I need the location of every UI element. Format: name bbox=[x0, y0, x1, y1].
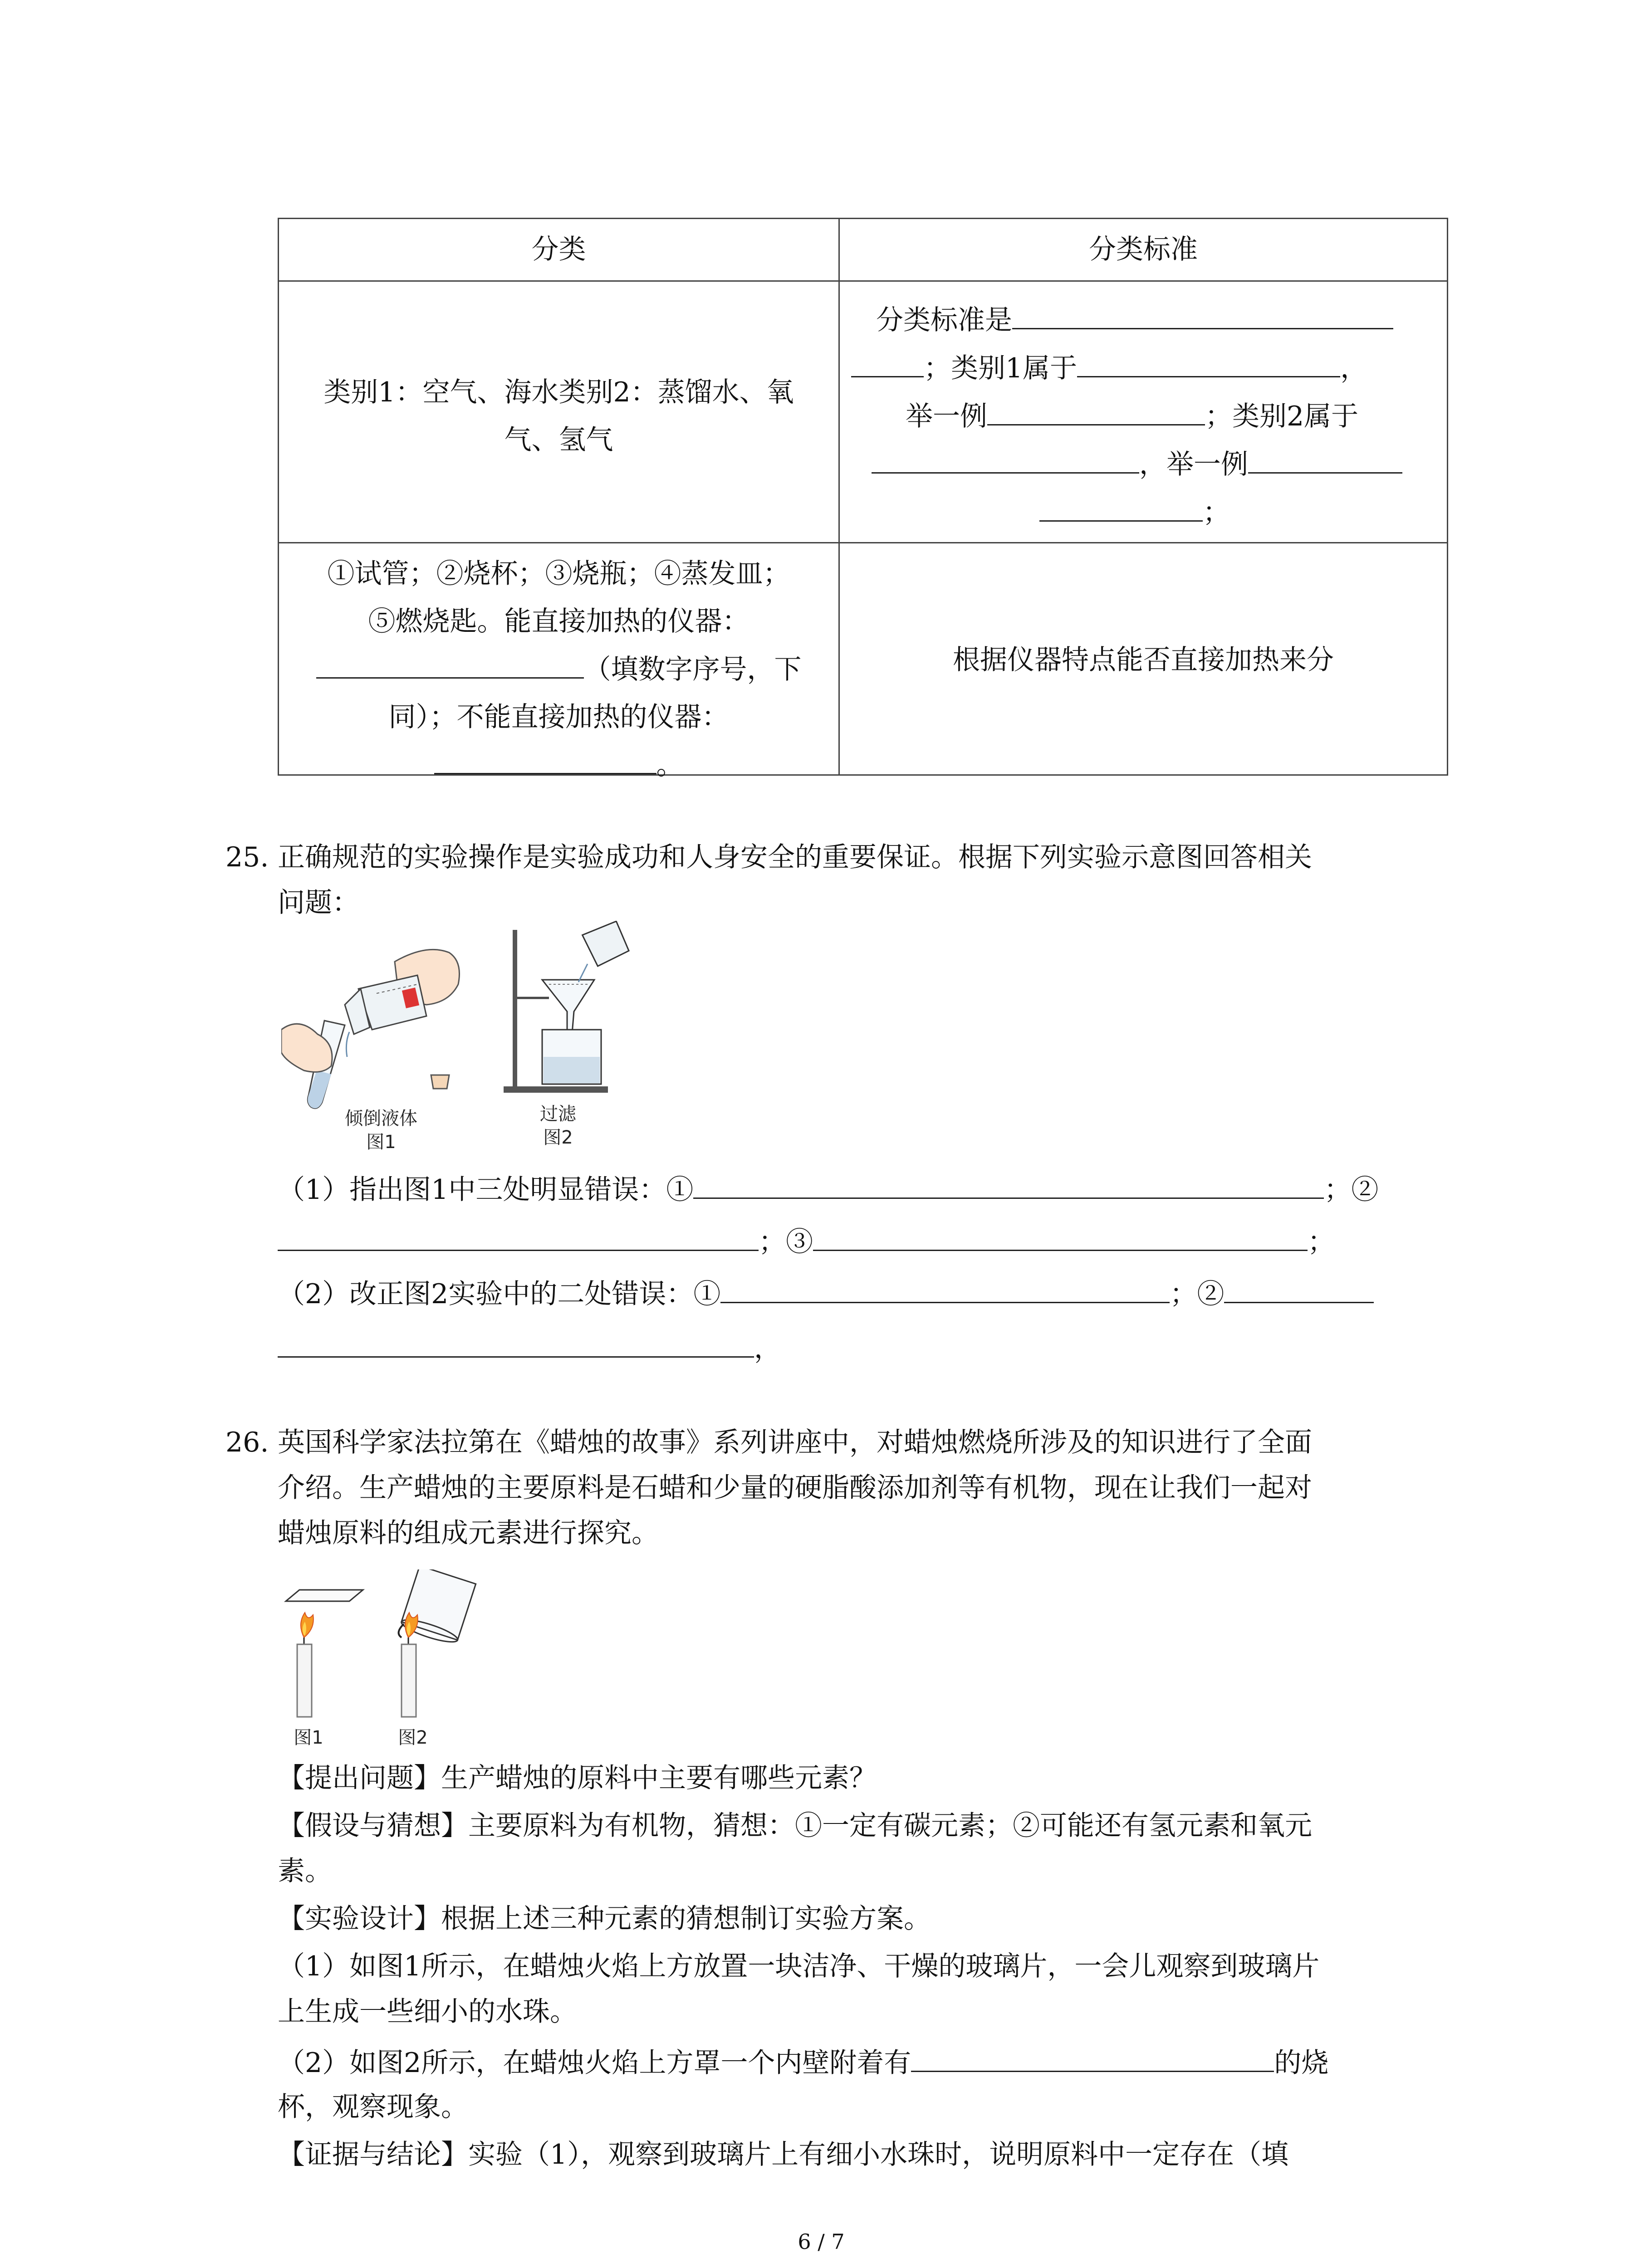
pouring-liquid-illustration bbox=[281, 925, 481, 1125]
q26-step2-line2: 杯，观察现象。 bbox=[278, 2091, 468, 2123]
blank-example1[interactable] bbox=[987, 392, 1205, 425]
blank-standard-cont[interactable] bbox=[851, 344, 924, 377]
q25-fig1-title: 倾倒液体 bbox=[345, 1108, 417, 1129]
q25-part1-line2: ；③ ； bbox=[278, 1218, 1335, 1265]
q25-part2-line2: ， bbox=[278, 1325, 781, 1371]
classification-table bbox=[278, 218, 1448, 781]
q26-stem-line3: 蜡烛原料的组成元素进行探究。 bbox=[278, 1517, 659, 1549]
row2-standard: 根据仪器特点能否直接加热来分 bbox=[953, 644, 1334, 676]
q26-question: 【提出问题】生产蜡烛的原料中主要有哪些元素？ bbox=[278, 1762, 877, 1794]
q25-fig1-label: 图1 bbox=[366, 1132, 396, 1153]
blank-not-heatable[interactable] bbox=[434, 741, 656, 774]
blank-example2-cont[interactable] bbox=[1039, 489, 1203, 522]
q25-fig2-label: 图2 bbox=[543, 1127, 573, 1148]
q26-conclusion-line1: 【证据与结论】实验（1），观察到玻璃片上有细小水珠时，说明原料中一定存在（填 bbox=[278, 2139, 1289, 2170]
q25-part2-line1: （2）改正图2实验中的二处错误：① ；② bbox=[278, 1270, 1374, 1317]
table-header-standard: 分类标准 bbox=[1089, 234, 1198, 265]
blank-heatable[interactable] bbox=[316, 645, 584, 679]
candle-beaker-illustration bbox=[377, 1569, 495, 1724]
q25-blank-3[interactable] bbox=[813, 1218, 1308, 1251]
q26-stem-line2: 介绍。生产蜡烛的主要原料是石蜡和少量的硬脂酸添加剂等有机物，现在让我们一起对 bbox=[278, 1472, 1312, 1504]
q26-blank-beaker-coating[interactable] bbox=[911, 2039, 1274, 2072]
q25-fig2-title: 过滤 bbox=[540, 1104, 576, 1124]
q26-step1-line1: （1）如图1所示，在蜡烛火焰上方放置一块洁净、干燥的玻璃片，一会儿观察到玻璃片 bbox=[278, 1950, 1320, 1982]
q26-design: 【实验设计】根据上述三种元素的猜想制订实验方案。 bbox=[278, 1903, 931, 1935]
filtration-illustration bbox=[499, 921, 635, 1102]
row1-categories: 类别1：空气、海水类别2：蒸馏水、氧 气、氢气 bbox=[323, 376, 794, 456]
q26-stem-line1: 英国科学家法拉第在《蜡烛的故事》系列讲座中，对蜡烛燃烧所涉及的知识进行了全面 bbox=[278, 1427, 1312, 1458]
q26-step2-line1: （2）如图2所示，在蜡烛火焰上方罩一个内壁附着有 的烧 bbox=[278, 2039, 1328, 2086]
q26-number: 26. bbox=[225, 1427, 269, 1458]
q25-stem-line2: 问题： bbox=[278, 887, 359, 919]
table-divider-row bbox=[279, 542, 1447, 543]
q25-blank-5[interactable] bbox=[1224, 1270, 1374, 1303]
row2-instruments: ①试管；②烧杯；③烧瓶；④蒸发皿； ⑤燃烧匙。能直接加热的仪器： （填数字序号，下 同）；不能直接加热的仪器： 。 bbox=[279, 550, 838, 789]
q26-fig2-label: 图2 bbox=[398, 1727, 428, 1748]
table-header-category: 分类 bbox=[531, 234, 586, 265]
page-number: 6 / 7 bbox=[798, 2229, 845, 2254]
row1-standard-fill: 分类标准是 ；类别1属于 ， 举一例 ；类别2属于 ，举一例 ； bbox=[840, 296, 1447, 537]
candle-glass-plate-illustration bbox=[272, 1579, 372, 1724]
blank-category2[interactable] bbox=[872, 440, 1139, 474]
q25-part1-line1: （1）指出图1中三处明显错误：① ；② bbox=[278, 1166, 1378, 1212]
q25-number: 25. bbox=[225, 841, 269, 873]
q26-hypothesis-line2: 素。 bbox=[278, 1855, 332, 1887]
q26-hypothesis-line1: 【假设与猜想】主要原料为有机物，猜想：①一定有碳元素；②可能还有氢元素和氧元 bbox=[278, 1810, 1312, 1842]
q25-blank-2[interactable] bbox=[278, 1218, 759, 1251]
q26-step1-line2: 上生成一些细小的水珠。 bbox=[278, 1996, 577, 2028]
q25-stem-line1: 正确规范的实验操作是实验成功和人身安全的重要保证。根据下列实验示意图回答相关 bbox=[278, 841, 1312, 873]
blank-example2[interactable] bbox=[1248, 440, 1402, 474]
blank-category1[interactable] bbox=[1077, 344, 1340, 377]
blank-standard[interactable] bbox=[1012, 296, 1393, 329]
table-divider-header bbox=[279, 280, 1447, 282]
q25-blank-4[interactable] bbox=[720, 1270, 1170, 1303]
q25-blank-1[interactable] bbox=[693, 1166, 1324, 1199]
q25-blank-5-cont[interactable] bbox=[278, 1325, 754, 1358]
q26-fig1-label: 图1 bbox=[294, 1727, 323, 1748]
